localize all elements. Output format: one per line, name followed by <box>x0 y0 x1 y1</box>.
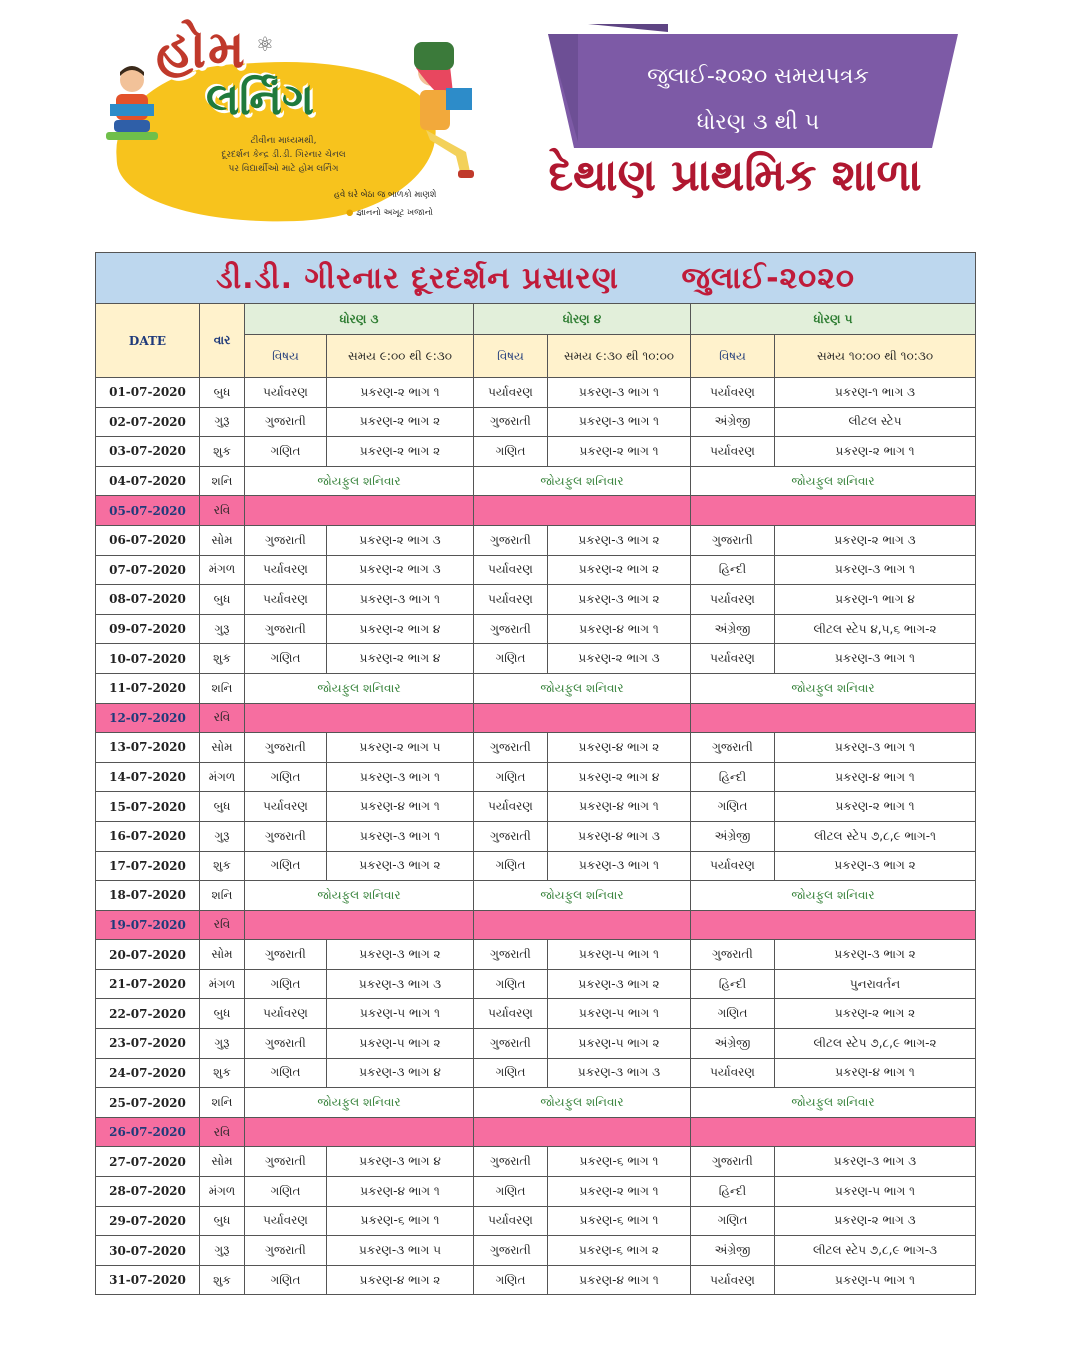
table-row <box>96 585 976 615</box>
date-cell: 31-07-2020 <box>96 1265 200 1295</box>
day-cell: શનિ <box>200 673 245 703</box>
date-cell: 07-07-2020 <box>96 555 200 585</box>
sunday-holiday-cell <box>474 703 691 733</box>
subject-cell: ગુજરાતી <box>474 1029 548 1059</box>
table-row <box>96 792 976 822</box>
saturday-row <box>96 673 976 703</box>
day-cell: સોમ <box>200 733 245 763</box>
timetable <box>95 252 976 1295</box>
day-cell: શુક <box>200 851 245 881</box>
topic-cell: પ્રકરણ-૪ ભાગ ૧ <box>327 1177 474 1207</box>
date-cell: 26-07-2020 <box>96 1117 200 1147</box>
topic-cell: પ્રકરણ-૫ ભાગ ૧ <box>548 940 691 970</box>
sunday-row <box>96 703 976 733</box>
subject-cell: હિન્દી <box>691 555 775 585</box>
date-cell: 21-07-2020 <box>96 969 200 999</box>
day-cell: મંગળ <box>200 762 245 792</box>
subject-cell: ગુજરાતી <box>245 1147 327 1177</box>
subject-cell: ગણિત <box>474 1058 548 1088</box>
joyful-saturday-cell: જોયફુલ શનિવાર <box>474 673 691 703</box>
topic-cell: પ્રકરણ-૨ ભાગ ૧ <box>548 437 691 467</box>
date-cell: 16-07-2020 <box>96 821 200 851</box>
subject-cell: પર્યાવરણ <box>245 378 327 408</box>
topic-cell: પ્રકરણ-૩ ભાગ ૧ <box>548 378 691 408</box>
subject-cell: પર્યાવરણ <box>474 792 548 822</box>
subject-cell: ગણિત <box>474 851 548 881</box>
topic-cell: પ્રકરણ-૨ ભાગ ૨ <box>327 407 474 437</box>
topic-cell: પ્રકરણ-૩ ભાગ ૧ <box>327 585 474 615</box>
table-row <box>96 940 976 970</box>
day-cell: સોમ <box>200 1147 245 1177</box>
topic-cell: પ્રકરણ-૨ ભાગ ૧ <box>327 378 474 408</box>
date-cell: 29-07-2020 <box>96 1206 200 1236</box>
sunday-holiday-cell <box>245 703 474 733</box>
subject-header: વિષય <box>245 335 327 378</box>
subject-cell: ગણિત <box>691 1206 775 1236</box>
topic-cell: લીટલ સ્ટેપ ૪,૫,૬ ભાગ-૨ <box>775 614 976 644</box>
date-cell: 17-07-2020 <box>96 851 200 881</box>
sunday-holiday-cell <box>691 1117 976 1147</box>
subject-cell: ગુજરાતી <box>474 940 548 970</box>
date-cell: 01-07-2020 <box>96 378 200 408</box>
sunday-holiday-cell <box>691 910 976 940</box>
table-row <box>96 1206 976 1236</box>
sunday-holiday-cell <box>474 910 691 940</box>
reading-boy-icon <box>102 64 162 142</box>
topic-cell: પ્રકરણ-૬ ભાગ ૧ <box>548 1147 691 1177</box>
day-cell: શનિ <box>200 466 245 496</box>
logo-subtitle-line: દૂરદર્શન કેન્દ્ર ડી.ડી. ગિરનાર ચેનલ <box>221 150 346 160</box>
day-cell: ગુરૂ <box>200 1029 245 1059</box>
subject-cell: અંગ્રેજી <box>691 821 775 851</box>
bulb-icon: ● <box>346 208 354 218</box>
date-cell: 04-07-2020 <box>96 466 200 496</box>
topic-cell: પ્રકરણ-૨ ભાગ ૩ <box>327 525 474 555</box>
topic-cell: પ્રકરણ-૫ ભાગ ૧ <box>775 1177 976 1207</box>
date-cell: 27-07-2020 <box>96 1147 200 1177</box>
date-cell: 02-07-2020 <box>96 407 200 437</box>
table-row <box>96 762 976 792</box>
subject-cell: પર્યાવરણ <box>691 1058 775 1088</box>
table-row <box>96 999 976 1029</box>
topic-cell: પુનરાવર્તન <box>775 969 976 999</box>
topic-cell: લીટલ સ્ટેપ ૭,૮,૯ ભાગ-૨ <box>775 1029 976 1059</box>
topic-cell: લીટલ સ્ટેપ ૭,૮,૯ ભાગ-૧ <box>775 821 976 851</box>
topic-cell: પ્રકરણ-૩ ભાગ ૩ <box>327 969 474 999</box>
date-cell: 18-07-2020 <box>96 881 200 911</box>
grade-4-header: ધોરણ ૪ <box>474 304 691 335</box>
topic-cell: પ્રકરણ-૨ ભાગ ૧ <box>775 437 976 467</box>
subject-cell: પર્યાવરણ <box>691 378 775 408</box>
topic-cell: પ્રકરણ-૩ ભાગ ૨ <box>548 585 691 615</box>
logo-tagline-2: જ્ઞાનનો અખૂટ ખજાનો <box>356 208 434 218</box>
date-cell: 30-07-2020 <box>96 1236 200 1266</box>
subject-cell: ગુજરાતી <box>245 525 327 555</box>
banner-grade-range: ધોરણ ૩ થી ૫ <box>696 110 820 135</box>
date-cell: 15-07-2020 <box>96 792 200 822</box>
topic-cell: પ્રકરણ-૩ ભાગ ૫ <box>327 1236 474 1266</box>
subject-header: વિષય <box>691 335 775 378</box>
sunday-holiday-cell <box>245 1117 474 1147</box>
date-cell: 08-07-2020 <box>96 585 200 615</box>
subject-cell: ગણિત <box>474 1265 548 1295</box>
subject-cell: પર્યાવરણ <box>474 999 548 1029</box>
joyful-saturday-cell: જોયફુલ શનિવાર <box>245 1088 474 1118</box>
topic-cell: પ્રકરણ-૩ ભાગ ૨ <box>548 525 691 555</box>
time-header-grade-5: સમય ૧૦:૦૦ થી ૧૦:૩૦ <box>775 335 976 378</box>
date-cell: 05-07-2020 <box>96 496 200 526</box>
subject-cell: ગણિત <box>245 1058 327 1088</box>
topic-cell: પ્રકરણ-૫ ભાગ ૨ <box>327 1029 474 1059</box>
saturday-row <box>96 466 976 496</box>
subject-cell: ગુજરાતી <box>474 821 548 851</box>
topic-cell: પ્રકરણ-૨ ભાગ ૩ <box>775 525 976 555</box>
topic-cell: પ્રકરણ-૩ ભાગ ૨ <box>548 969 691 999</box>
subject-cell: ગણિત <box>474 762 548 792</box>
subject-cell: પર્યાવરણ <box>691 585 775 615</box>
topic-cell: પ્રકરણ-૨ ભાગ ૪ <box>327 614 474 644</box>
topic-cell: પ્રકરણ-૩ ભાગ ૧ <box>548 407 691 437</box>
date-cell: 24-07-2020 <box>96 1058 200 1088</box>
subject-cell: ગુજરાતી <box>691 1147 775 1177</box>
date-cell: 20-07-2020 <box>96 940 200 970</box>
day-cell: ગુરૂ <box>200 407 245 437</box>
date-cell: 28-07-2020 <box>96 1177 200 1207</box>
day-cell: શુક <box>200 1058 245 1088</box>
table-row <box>96 1177 976 1207</box>
topic-cell: પ્રકરણ-૪ ભાગ ૧ <box>548 614 691 644</box>
topic-cell: પ્રકરણ-૪ ભાગ ૧ <box>775 1058 976 1088</box>
subject-cell: ગુજરાતી <box>245 821 327 851</box>
day-cell: ગુરૂ <box>200 1236 245 1266</box>
topic-cell: પ્રકરણ-૩ ભાગ ૧ <box>775 555 976 585</box>
topic-cell: પ્રકરણ-૨ ભાગ ૪ <box>327 644 474 674</box>
topic-cell: પ્રકરણ-૨ ભાગ ૨ <box>327 437 474 467</box>
joyful-saturday-cell: જોયફુલ શનિવાર <box>245 673 474 703</box>
subject-cell: ગુજરાતી <box>474 614 548 644</box>
joyful-saturday-cell: જોયફુલ શનિવાર <box>474 881 691 911</box>
table-row <box>96 1147 976 1177</box>
topic-cell: પ્રકરણ-૨ ભાગ ૧ <box>775 792 976 822</box>
subject-cell: પર્યાવરણ <box>691 851 775 881</box>
topic-cell: પ્રકરણ-૩ ભાગ ૧ <box>775 733 976 763</box>
date-cell: 14-07-2020 <box>96 762 200 792</box>
subject-cell: ગુજરાતી <box>474 525 548 555</box>
day-cell: શનિ <box>200 1088 245 1118</box>
table-row <box>96 821 976 851</box>
subject-cell: ગણિત <box>474 969 548 999</box>
topic-cell: પ્રકરણ-૩ ભાગ ૪ <box>327 1147 474 1177</box>
table-row <box>96 555 976 585</box>
date-cell: 23-07-2020 <box>96 1029 200 1059</box>
joyful-saturday-cell: જોયફુલ શનિવાર <box>474 1088 691 1118</box>
topic-cell: લીટલ સ્ટેપ ૭,૮,૯ ભાગ-૩ <box>775 1236 976 1266</box>
banner-month-title: જુલાઈ-૨૦૨૦ સમયપત્રક <box>647 64 869 89</box>
sunday-holiday-cell <box>245 910 474 940</box>
subject-cell: ગણિત <box>474 644 548 674</box>
topic-cell: પ્રકરણ-૪ ભાગ ૧ <box>548 792 691 822</box>
topic-cell: પ્રકરણ-૩ ભાગ ૧ <box>775 644 976 674</box>
table-row <box>96 1029 976 1059</box>
day-cell: રવિ <box>200 1117 245 1147</box>
topic-cell: પ્રકરણ-૧ ભાગ ૩ <box>775 378 976 408</box>
day-cell: રવિ <box>200 703 245 733</box>
joyful-saturday-cell: જોયફુલ શનિવાર <box>691 466 976 496</box>
topic-cell: પ્રકરણ-૩ ભાગ ૧ <box>327 762 474 792</box>
logo-title-home: હોમ <box>156 20 247 80</box>
topic-cell: પ્રકરણ-૨ ભાગ ૨ <box>548 555 691 585</box>
subject-cell: પર્યાવરણ <box>245 1206 327 1236</box>
subject-cell: હિન્દી <box>691 969 775 999</box>
logo-title-learning: લર્નિંગ <box>206 74 315 125</box>
grade-3-header: ધોરણ ૩ <box>245 304 474 335</box>
subject-cell: ગુજરાતી <box>691 940 775 970</box>
topic-cell: પ્રકરણ-૩ ભાગ ૨ <box>327 940 474 970</box>
subject-cell: ગણિત <box>245 1177 327 1207</box>
topic-cell: પ્રકરણ-૪ ભાગ ૨ <box>548 733 691 763</box>
day-cell: ગુરૂ <box>200 821 245 851</box>
subject-cell: અંગ્રેજી <box>691 1029 775 1059</box>
subject-cell: ગુજરાતી <box>245 733 327 763</box>
date-column-header: DATE <box>96 304 200 378</box>
day-cell: શુક <box>200 1265 245 1295</box>
saturday-row <box>96 881 976 911</box>
day-cell: સોમ <box>200 940 245 970</box>
joyful-saturday-cell: જોયફુલ શનિવાર <box>245 466 474 496</box>
date-cell: 10-07-2020 <box>96 644 200 674</box>
table-row <box>96 644 976 674</box>
table-row <box>96 378 976 408</box>
topic-cell: પ્રકરણ-૧ ભાગ ૪ <box>775 585 976 615</box>
joyful-saturday-cell: જોયફુલ શનિવાર <box>691 1088 976 1118</box>
school-name: દેથાણ પ્રાથમિક શાળા <box>548 150 922 201</box>
topic-cell: પ્રકરણ-૨ ભાગ ૫ <box>327 733 474 763</box>
date-cell: 19-07-2020 <box>96 910 200 940</box>
topic-cell: પ્રકરણ-૫ ભાગ ૧ <box>548 999 691 1029</box>
topic-cell: પ્રકરણ-૨ ભાગ ૪ <box>548 762 691 792</box>
sunday-holiday-cell <box>245 496 474 526</box>
day-cell: બુધ <box>200 792 245 822</box>
topic-cell: પ્રકરણ-૩ ભાગ ૧ <box>327 821 474 851</box>
subject-cell: ગુજરાતી <box>691 733 775 763</box>
subject-cell: હિન્દી <box>691 1177 775 1207</box>
subject-cell: ગુજરાતી <box>474 733 548 763</box>
broadcast-title: ડી.ડી. ગીરનાર દૂરદર્શન પ્રસારણ <box>216 260 619 296</box>
topic-cell: પ્રકરણ-૫ ભાગ ૧ <box>327 999 474 1029</box>
time-header-grade-3: સમય ૯:૦૦ થી ૯:૩૦ <box>327 335 474 378</box>
day-cell: શનિ <box>200 881 245 911</box>
topic-cell: પ્રકરણ-૨ ભાગ ૩ <box>548 644 691 674</box>
sunday-row <box>96 496 976 526</box>
topic-cell: પ્રકરણ-૨ ભાગ ૧ <box>548 1177 691 1207</box>
subject-cell: પર્યાવરણ <box>474 378 548 408</box>
day-column-header: વાર <box>200 304 245 378</box>
subject-cell: ગણિત <box>474 1177 548 1207</box>
day-cell: શુક <box>200 644 245 674</box>
topic-cell: પ્રકરણ-૬ ભાગ ૨ <box>548 1236 691 1266</box>
subject-cell: પર્યાવરણ <box>245 792 327 822</box>
subject-cell: પર્યાવરણ <box>474 1206 548 1236</box>
logo-tagline-treasure <box>346 208 433 218</box>
table-row <box>96 407 976 437</box>
date-cell: 22-07-2020 <box>96 999 200 1029</box>
date-cell: 09-07-2020 <box>96 614 200 644</box>
subject-cell: ગણિત <box>245 762 327 792</box>
logo-tagline: હવે ઘરે બેઠા જ બાળકો માણશે <box>334 190 437 200</box>
topic-cell: પ્રકરણ-૩ ભાગ ૨ <box>775 851 976 881</box>
table-row <box>96 614 976 644</box>
time-header-grade-4: સમય ૯:૩૦ થી ૧૦:૦૦ <box>548 335 691 378</box>
day-cell: બુધ <box>200 1206 245 1236</box>
topic-cell: લીટલ સ્ટેપ <box>775 407 976 437</box>
topic-cell: પ્રકરણ-૪ ભાગ ૧ <box>327 792 474 822</box>
table-row <box>96 969 976 999</box>
subject-cell: પર્યાવરણ <box>245 555 327 585</box>
grade-5-header: ધોરણ ૫ <box>691 304 976 335</box>
date-cell: 06-07-2020 <box>96 525 200 555</box>
day-cell: બુધ <box>200 999 245 1029</box>
subject-cell: અંગ્રેજી <box>691 1236 775 1266</box>
day-cell: શુક <box>200 437 245 467</box>
subject-header: વિષય <box>474 335 548 378</box>
topic-cell: પ્રકરણ-૪ ભાગ ૨ <box>327 1265 474 1295</box>
table-title-row <box>96 253 976 304</box>
topic-cell: પ્રકરણ-૨ ભાગ ૨ <box>775 999 976 1029</box>
topic-cell: પ્રકરણ-૩ ભાગ ૨ <box>327 851 474 881</box>
subject-cell: ગણિત <box>245 1265 327 1295</box>
topic-cell: પ્રકરણ-૨ ભાગ ૩ <box>775 1206 976 1236</box>
subject-cell: ગણિત <box>474 437 548 467</box>
day-cell: રવિ <box>200 910 245 940</box>
subject-cell: પર્યાવરણ <box>245 999 327 1029</box>
day-cell: બુધ <box>200 378 245 408</box>
subject-cell: પર્યાવરણ <box>474 555 548 585</box>
subject-cell: ગુજરાતી <box>245 1029 327 1059</box>
day-cell: મંગળ <box>200 555 245 585</box>
subject-cell: ગણિત <box>691 792 775 822</box>
subject-cell: ગુજરાતી <box>245 407 327 437</box>
subject-cell: ગણિત <box>245 851 327 881</box>
topic-cell: પ્રકરણ-૬ ભાગ ૧ <box>548 1206 691 1236</box>
reading-girl-icon <box>396 32 492 182</box>
subject-cell: ગુજરાતી <box>245 614 327 644</box>
joyful-saturday-cell: જોયફુલ શનિવાર <box>691 673 976 703</box>
schedule-banner <box>548 20 958 148</box>
subject-cell: અંગ્રેજી <box>691 614 775 644</box>
subject-cell: પર્યાવરણ <box>474 585 548 615</box>
sunday-row <box>96 910 976 940</box>
subject-cell: પર્યાવરણ <box>691 437 775 467</box>
subject-cell: પર્યાવરણ <box>245 585 327 615</box>
topic-cell: પ્રકરણ-૪ ભાગ ૧ <box>548 1265 691 1295</box>
table-row <box>96 1265 976 1295</box>
day-cell: મંગળ <box>200 969 245 999</box>
broadcast-month: જુલાઈ-૨૦૨૦ <box>681 260 855 296</box>
subject-cell: હિન્દી <box>691 762 775 792</box>
topic-cell: પ્રકરણ-૩ ભાગ ૨ <box>775 940 976 970</box>
home-learning-logo <box>96 12 496 227</box>
logo-subtitle-line: પર વિદ્યાર્થીઓ માટે હોમ લર્નિંગ <box>228 164 339 174</box>
date-cell: 13-07-2020 <box>96 733 200 763</box>
topic-cell: પ્રકરણ-૪ ભાગ ૧ <box>775 762 976 792</box>
day-cell: ગુરૂ <box>200 614 245 644</box>
topic-cell: પ્રકરણ-૪ ભાગ ૩ <box>548 821 691 851</box>
subject-cell: ગુજરાતી <box>245 940 327 970</box>
topic-cell: પ્રકરણ-૨ ભાગ ૩ <box>327 555 474 585</box>
table-row <box>96 733 976 763</box>
table-row <box>96 437 976 467</box>
day-cell: બુધ <box>200 585 245 615</box>
subject-cell: ગણિત <box>245 644 327 674</box>
sunday-holiday-cell <box>691 703 976 733</box>
topic-cell: પ્રકરણ-૩ ભાગ ૪ <box>327 1058 474 1088</box>
table-row <box>96 525 976 555</box>
topic-cell: પ્રકરણ-૫ ભાગ ૧ <box>775 1265 976 1295</box>
sunday-holiday-cell <box>474 496 691 526</box>
day-cell: સોમ <box>200 525 245 555</box>
date-cell: 12-07-2020 <box>96 703 200 733</box>
joyful-saturday-cell: જોયફુલ શનિવાર <box>245 881 474 911</box>
topic-cell: પ્રકરણ-૩ ભાગ ૧ <box>548 851 691 881</box>
subject-cell: ગુજરાતી <box>691 525 775 555</box>
logo-subtitle <box>196 134 371 176</box>
subject-cell: પર્યાવરણ <box>691 644 775 674</box>
subject-cell: પર્યાવરણ <box>691 1265 775 1295</box>
topic-cell: પ્રકરણ-૩ ભાગ ૩ <box>775 1147 976 1177</box>
table-row <box>96 1058 976 1088</box>
sunday-holiday-cell <box>474 1117 691 1147</box>
saturday-row <box>96 1088 976 1118</box>
date-cell: 25-07-2020 <box>96 1088 200 1118</box>
joyful-saturday-cell: જોયફુલ શનિવાર <box>474 466 691 496</box>
subject-cell: ગણિત <box>245 437 327 467</box>
subject-cell: ગુજરાતી <box>474 1147 548 1177</box>
joyful-saturday-cell: જોયફુલ શનિવાર <box>691 881 976 911</box>
day-cell: મંગળ <box>200 1177 245 1207</box>
subject-cell: ગુજરાતી <box>474 407 548 437</box>
table-row <box>96 851 976 881</box>
topic-cell: પ્રકરણ-૬ ભાગ ૧ <box>327 1206 474 1236</box>
subject-cell: ગણિત <box>245 969 327 999</box>
subject-cell: ગુજરાતી <box>474 1236 548 1266</box>
atom-icon: ⚛ <box>256 32 274 56</box>
subject-cell: ગુજરાતી <box>245 1236 327 1266</box>
sunday-holiday-cell <box>691 496 976 526</box>
subject-cell: ગણિત <box>691 999 775 1029</box>
topic-cell: પ્રકરણ-૫ ભાગ ૨ <box>548 1029 691 1059</box>
table-row <box>96 1236 976 1266</box>
topic-cell: પ્રકરણ-૩ ભાગ ૩ <box>548 1058 691 1088</box>
date-cell: 03-07-2020 <box>96 437 200 467</box>
sunday-row <box>96 1117 976 1147</box>
subject-cell: અંગ્રેજી <box>691 407 775 437</box>
table-title <box>96 253 976 304</box>
logo-subtitle-line: ટીવીના માધ્યમથી, <box>250 136 317 146</box>
day-cell: રવિ <box>200 496 245 526</box>
grade-header-row <box>96 304 976 335</box>
date-cell: 11-07-2020 <box>96 673 200 703</box>
